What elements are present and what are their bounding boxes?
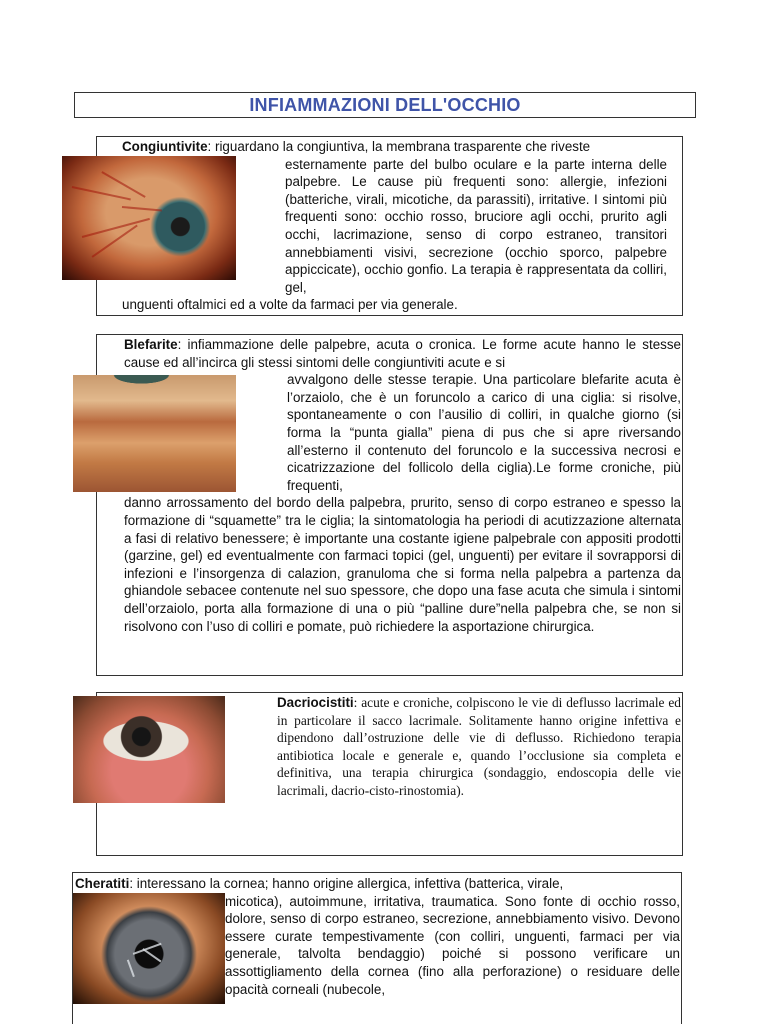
congiuntivite-term: Congiuntivite — [122, 139, 208, 154]
blefarite-tail: danno arrossamento del bordo della palpebra, prurito, senso di corpo estraneo e spesso la formazione di “squamette” tra le ciglia; la sintomatologia ha periodi di acutizzazione alternata a fasi di relativo benessere; è importante una costante igiene palpebrale con appositi prodotti (garzine, gel) ed eventualmente con farmaci topici (gel, unguenti) per evitare il sovrapporsi di infezioni e l’insorgenza di calazion, granuloma che si forma nella palpebra a partenza da ghiandole sebacee contenute nel suo spessore, che dopo una fase acuta che simula i sintomi dell’orzaiolo, porta alla formazione di una o più “palline dure”nella palpebra che, se non si risolvono con l’uso di colliri e pomate, può richiedere la asportazione chirurgica. — [124, 495, 681, 634]
dacriocistiti-body: : acute e croniche, colpiscono le vie di deflusso lacrimale ed in particolare il sacco lacrimale. Solitamente hanno origine infettiva e dipendono dall’ostruzione delle vie di deflusso. Richiedono terapia antibiotica locale e generale e, quando l’occlusione sia completa e definitiva, una terapia chirurgica (sondaggio, endoscopia delle vie lacrimali, dacrio-cisto-rinostomia). — [277, 695, 681, 798]
congiuntivite-text — [122, 138, 667, 314]
dacryocystitis-photo — [73, 696, 225, 803]
cheratiti-body: micotica), autoimmune, irritativa, traumatica. Sono fonte di occhio rosso, dolore, senso di corpo estraneo, secrezione, annebbiamento visivo. Devono essere curate tempestivamente (con colliri, unguenti, farmaci per via generale, talvolta bendaggio) poiché si possono verificare un assottigliamento della cornea (fino alla perforazione) o residuare delle opacità corneali (nubecole, — [225, 893, 680, 997]
blefarite-term: Blefarite — [124, 337, 178, 352]
cheratiti-text — [75, 875, 680, 998]
dacriocistiti-text — [277, 694, 681, 800]
blefarite-text — [124, 336, 681, 635]
cheratiti-first-line: : interessano la cornea; hanno origine allergica, infettiva (batterica, virale, — [129, 876, 564, 891]
congiuntivite-last-line: unguenti oftalmici ed a volte da farmaci per via generale. — [122, 297, 458, 313]
congiuntivite-body: esternamente parte del bulbo oculare e la parte interna delle palpebre. Le cause più frequenti sono: allergie, infezioni (batteriche, virali, micotiche, da parassiti), irritative. I sintomi più frequenti sono: occhio rosso, bruciore agli occhi, prurito agli occhi, lacrimazione, senso di corpo estraneo, transitori annebbiamenti visivi, secrezione (occhio sporco, palpebre appiccicate), occhio gonfio. La terapia è rappresentata da colliri, gel, — [285, 156, 667, 295]
dacriocistiti-term: Dacriocistiti — [277, 695, 354, 710]
page-title: INFIAMMAZIONI DELL'OCCHIO — [74, 92, 696, 118]
congiuntivite-first-line: : riguardano la congiuntiva, la membrana trasparente che riveste — [207, 139, 591, 154]
blefarite-lead: : infiammazione delle palpebre, acuta o cronica. Le forme acute hanno le stesse cause ed all’incirca gli stessi sintomi delle congiuntiviti acute e si — [124, 337, 681, 370]
blefarite-wrap: avvalgono delle stesse terapie. Una particolare blefarite acuta è l’orzaiolo, che è un foruncolo a carico di una ciglia: si risolve, spontaneamente o con l’ausilio di colliri, in qualche giorno (si forma la “punta gialla” piena di pus che si apre riversando all’esterno il contenuto del foruncolo e la successiva necrosi e cicatrizzazione del follicolo della ciglia).Le forme croniche, più frequenti, — [287, 372, 681, 493]
cheratiti-term: Cheratiti — [75, 876, 130, 891]
